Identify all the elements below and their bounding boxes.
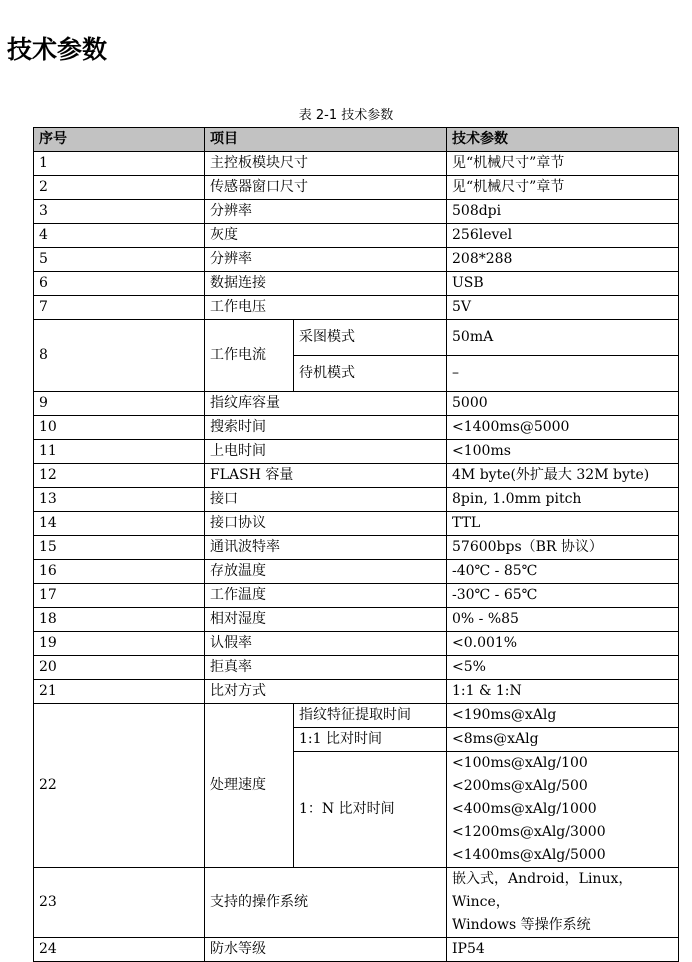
row-value: -40℃ - 85℃ (447, 560, 679, 584)
row-value: <190ms@xAlg (447, 704, 679, 728)
row-no: 4 (34, 224, 205, 248)
table-row (34, 152, 679, 176)
row-no: 2 (34, 176, 205, 200)
row-value: TTL (447, 512, 679, 536)
row-value-line: 嵌入式，Android，Linux，Wince， (452, 871, 633, 910)
row-item: 拒真率 (205, 656, 447, 680)
row-no: 9 (34, 392, 205, 416)
row-no: 13 (34, 488, 205, 512)
table-row (34, 296, 679, 320)
header-item: 项目 (205, 128, 447, 152)
row-no: 8 (34, 320, 205, 392)
row-value-list (447, 868, 679, 938)
row-no: 3 (34, 200, 205, 224)
row-value: 见“机械尺寸”章节 (447, 152, 679, 176)
row-item: 数据连接 (205, 272, 447, 296)
table-row (34, 320, 679, 356)
row-no: 1 (34, 152, 205, 176)
row-no: 11 (34, 440, 205, 464)
table-row (34, 176, 679, 200)
row-item: 相对湿度 (205, 608, 447, 632)
row-no: 19 (34, 632, 205, 656)
row-item: 分辨率 (205, 200, 447, 224)
row-value: USB (447, 272, 679, 296)
row-value: -30℃ - 65℃ (447, 584, 679, 608)
row-sub-label: 采图模式 (294, 320, 447, 356)
row-item: 主控板模块尺寸 (205, 152, 447, 176)
row-item: 传感器窗口尺寸 (205, 176, 447, 200)
row-item: 工作电压 (205, 296, 447, 320)
table-row (34, 656, 679, 680)
row-no: 23 (34, 868, 205, 938)
row-item: FLASH 容量 (205, 464, 447, 488)
row-value: 256level (447, 224, 679, 248)
row-no: 21 (34, 680, 205, 704)
table-row (34, 536, 679, 560)
row-item: 处理速度 (205, 704, 294, 868)
row-value-list (447, 752, 679, 868)
row-no: 18 (34, 608, 205, 632)
table-row (34, 680, 679, 704)
table-row (34, 608, 679, 632)
row-value: 208*288 (447, 248, 679, 272)
table-row (34, 632, 679, 656)
table-row (34, 584, 679, 608)
table-row (34, 224, 679, 248)
row-no: 24 (34, 938, 205, 962)
row-value: 5000 (447, 392, 679, 416)
row-sub-label: 指纹特征提取时间 (294, 704, 447, 728)
row-item: 接口协议 (205, 512, 447, 536)
row-item: 工作温度 (205, 584, 447, 608)
row-item: 防水等级 (205, 938, 447, 962)
table-row (34, 440, 679, 464)
row-item: 上电时间 (205, 440, 447, 464)
table-row (34, 392, 679, 416)
row-value-line: Windows 等操作系统 (452, 917, 591, 933)
row-value: – (447, 356, 679, 392)
row-sub-label: 1：N 比对时间 (294, 752, 447, 868)
row-no: 22 (34, 704, 205, 868)
page-title: 技术参数 (7, 35, 108, 64)
row-value: 1:1 & 1:N (447, 680, 679, 704)
table-caption: 表 2-1 技术参数 (298, 108, 394, 123)
row-no: 17 (34, 584, 205, 608)
header-no: 序号 (34, 128, 205, 152)
table-row (34, 938, 679, 962)
row-item: 存放温度 (205, 560, 447, 584)
row-no: 20 (34, 656, 205, 680)
row-value-line: <200ms@xAlg/500 (452, 778, 588, 794)
spec-table (33, 127, 679, 962)
row-no: 16 (34, 560, 205, 584)
table-row (34, 560, 679, 584)
row-value: 57600bps（BR 协议） (447, 536, 679, 560)
row-item: 搜索时间 (205, 416, 447, 440)
table-row (34, 464, 679, 488)
row-no: 5 (34, 248, 205, 272)
row-no: 15 (34, 536, 205, 560)
row-value: 8pin, 1.0mm pitch (447, 488, 679, 512)
table-row (34, 488, 679, 512)
row-value: 50mA (447, 320, 679, 356)
row-value-line: <1200ms@xAlg/3000 (452, 824, 606, 840)
table-row (34, 868, 679, 938)
table-row (34, 248, 679, 272)
row-no: 6 (34, 272, 205, 296)
table-row (34, 272, 679, 296)
table-row (34, 200, 679, 224)
row-item: 工作电流 (205, 320, 294, 392)
row-item: 比对方式 (205, 680, 447, 704)
row-value: IP54 (447, 938, 679, 962)
row-value: <8ms@xAlg (447, 728, 679, 752)
row-no: 10 (34, 416, 205, 440)
row-value-line: <1400ms@xAlg/5000 (452, 847, 606, 863)
row-value: <0.001% (447, 632, 679, 656)
row-sub-label: 待机模式 (294, 356, 447, 392)
row-value: 4M byte(外扩最大 32M byte) (447, 464, 679, 488)
table-header-row (34, 128, 679, 152)
row-value: <1400ms@5000 (447, 416, 679, 440)
row-value: <100ms (447, 440, 679, 464)
row-value-line: <100ms@xAlg/100 (452, 755, 588, 771)
row-value: 508dpi (447, 200, 679, 224)
row-sub-label: 1:1 比对时间 (294, 728, 447, 752)
row-value: 见“机械尺寸”章节 (447, 176, 679, 200)
row-no: 7 (34, 296, 205, 320)
row-item: 通讯波特率 (205, 536, 447, 560)
row-item: 灰度 (205, 224, 447, 248)
table-row (34, 704, 679, 728)
table-row (34, 416, 679, 440)
row-no: 14 (34, 512, 205, 536)
row-item: 认假率 (205, 632, 447, 656)
row-value-line: <400ms@xAlg/1000 (452, 801, 597, 817)
row-item: 指纹库容量 (205, 392, 447, 416)
row-no: 12 (34, 464, 205, 488)
row-value: 5V (447, 296, 679, 320)
table-row (34, 512, 679, 536)
row-item: 支持的操作系统 (205, 868, 447, 938)
row-item: 分辨率 (205, 248, 447, 272)
row-value: <5% (447, 656, 679, 680)
row-value: 0% - %85 (447, 608, 679, 632)
row-item: 接口 (205, 488, 447, 512)
header-value: 技术参数 (447, 128, 679, 152)
